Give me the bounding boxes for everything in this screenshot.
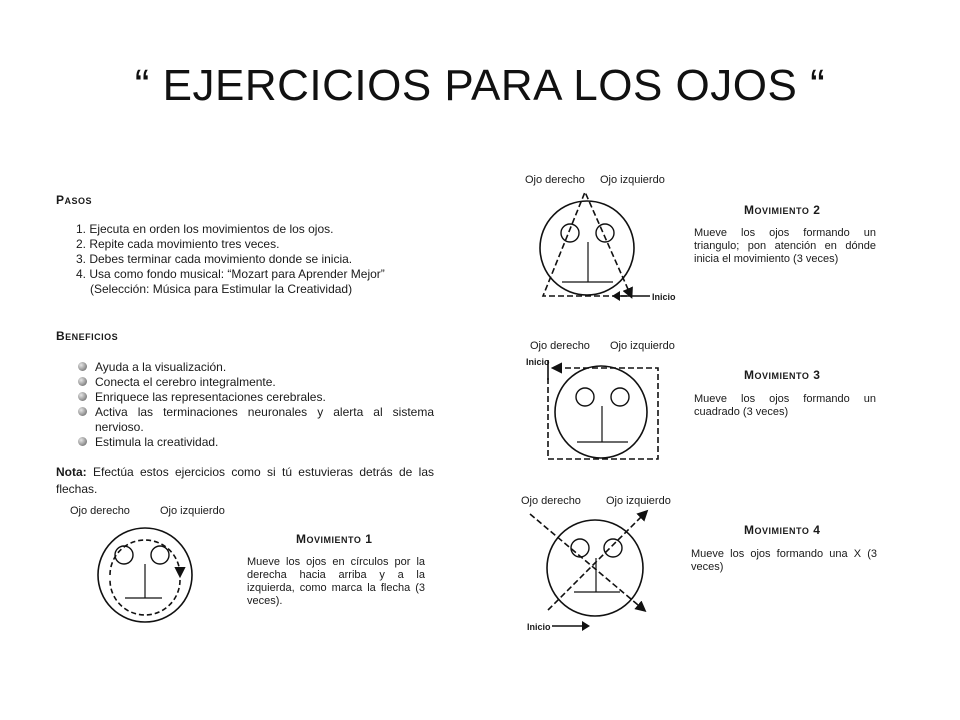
beneficios-heading-initial: B [56,329,66,343]
mov4-face-diagram [518,508,658,620]
mov3-heading-initial: M [744,368,755,382]
mov4-heading-number: 4 [813,523,821,537]
pasos-heading-rest: ASOS [64,196,93,206]
bullet-icon [78,362,87,371]
mov3-face-diagram [540,360,665,470]
mov2-face-diagram [535,186,650,306]
mov4-heading-rest: OVIMIENTO [754,526,810,536]
page-title: “ EJERCICIOS PARA LOS OJOS “ [134,61,826,110]
mov4-inicio-label: Inicio [527,622,551,632]
pasos-item: 1. Ejecuta en orden los movimientos de los ojos. [76,222,334,236]
mov1-heading [296,532,372,546]
mov2-heading [744,203,820,217]
beneficio-text: Estimula la creatividad. [95,435,219,449]
pasos-item-note: (Selección: Música para Estimular la Creatividad) [90,282,353,296]
mov3-inicio-label: Inicio [526,357,550,367]
beneficio-item [78,405,434,435]
bullet-icon [78,437,87,446]
beneficios-heading-rest: ENEFICIOS [65,332,119,342]
mov4-heading-initial: M [744,523,755,537]
mov4-label-ojo-izquierdo: Ojo izquierdo [606,495,671,507]
beneficio-text: Enriquece las representaciones cerebrales. [95,390,326,404]
mov2-description: Mueve los ojos formando un triangulo; pon atención en dónde inicia el movimiento (3 veces) [694,227,876,265]
pasos-item: 4. Usa como fondo musical: “Mozart para Aprender Mejor” [76,267,385,281]
mov2-heading-rest: OVIMIENTO [754,206,810,216]
nota-paragraph [56,464,434,498]
mov4-label-ojo-derecho: Ojo derecho [521,495,581,507]
mov3-heading [744,368,820,382]
mov1-face-diagram [90,520,200,630]
mov1-label-ojo-derecho: Ojo derecho [70,505,130,517]
mov3-heading-number: 3 [813,368,821,382]
mov1-label-ojo-izquierdo: Ojo izquierdo [160,505,225,517]
beneficio-text: Activa las terminaciones neuronales y alerta al sistema nervioso. [95,405,434,434]
mov1-heading-initial: M [296,532,307,546]
mov2-label-ojo-derecho: Ojo derecho [525,174,585,186]
mov3-heading-rest: OVIMIENTO [754,371,810,381]
nota-label: Nota: [56,465,87,479]
pasos-heading [56,193,92,207]
mov4-description: Mueve los ojos formando una X (3 veces) [691,548,877,573]
beneficio-item [78,360,434,375]
beneficio-item [78,390,434,405]
pasos-item: 2. Repite cada movimiento tres veces. [76,237,280,251]
mov2-heading-number: 2 [813,203,821,217]
mov4-inicio-arrow-icon [550,620,590,632]
mov2-heading-initial: M [744,203,755,217]
pasos-heading-initial: P [56,193,65,207]
nota-text: Efectúa estos ejercicios como si tú estuvieras detrás de las flechas. [56,465,434,496]
mov1-heading-rest: OVIMIENTO [306,535,362,545]
bullet-icon [78,407,87,416]
mov2-inicio-arrow-icon [612,290,652,302]
mov1-heading-number: 1 [365,532,373,546]
beneficio-item [78,375,434,390]
mov3-description: Mueve los ojos formando un cuadrado (3 veces) [694,393,876,418]
pasos-list [76,222,385,297]
beneficios-list [78,360,434,450]
mov1-description: Mueve los ojos en círculos por la derecha hacia arriba y a la izquierda, como marca la flecha (3 veces). [247,556,425,607]
pasos-item: 3. Debes terminar cada movimiento donde se inicia. [76,252,353,266]
mov4-heading [744,523,820,537]
mov3-label-ojo-izquierdo: Ojo izquierdo [610,340,675,352]
mov2-inicio-label: Inicio [652,292,676,302]
beneficios-heading [56,329,118,343]
beneficio-text: Conecta el cerebro integralmente. [95,375,276,389]
bullet-icon [78,392,87,401]
mov3-label-ojo-derecho: Ojo derecho [530,340,590,352]
beneficio-text: Ayuda a la visualización. [95,360,227,374]
mov2-label-ojo-izquierdo: Ojo izquierdo [600,174,665,186]
bullet-icon [78,377,87,386]
beneficio-item [78,435,434,450]
